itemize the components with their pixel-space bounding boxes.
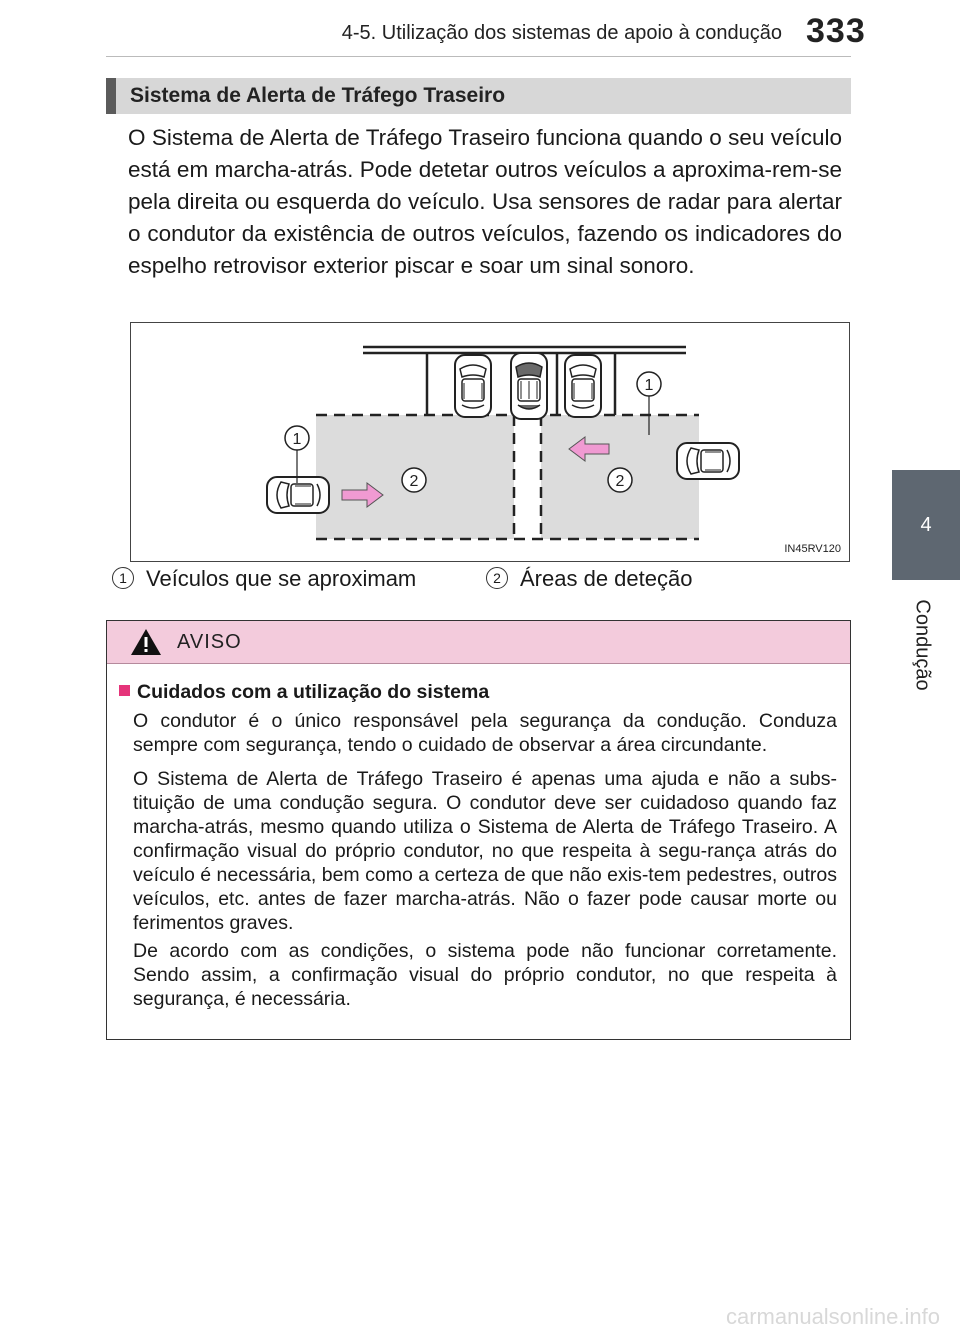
legend-text-2: Áreas de deteção	[520, 566, 693, 591]
callout-1-right: 1	[644, 377, 654, 394]
header-divider	[106, 56, 851, 57]
legend-number-1: 1	[112, 567, 134, 589]
intro-paragraph: O Sistema de Alerta de Tráfego Traseiro funciona quando o seu veículo está em marcha-atrás. Pode detetar outros veículos a aproxima-rem-se pela direita ou esquerda do veículo. Usa sensores de radar para alertar o condutor da existência de outros veículos, fazendo os indicadores do espelho retrovisor exterior piscar e soar um sinal sonoro.	[128, 125, 842, 278]
running-header-title: 4-5. Utilização dos sistemas de apoio à condução	[341, 22, 782, 44]
approaching-vehicle-right	[677, 443, 739, 479]
callout-1-left: 1	[292, 431, 302, 448]
legend-item-2	[486, 566, 692, 592]
chapter-number: 4	[920, 514, 932, 536]
warning-paragraph-1: O condutor é o único responsável pela segurança da condução. Conduza sempre com segurança, tendo o cuidado de observar a área circundante.	[133, 710, 837, 756]
section-title: Sistema de Alerta de Tráfego Traseiro	[130, 84, 506, 107]
chapter-label-vertical	[882, 600, 960, 690]
parking-diagram	[131, 323, 851, 563]
parked-car	[565, 355, 601, 417]
figure-code: IN45RV120	[784, 543, 841, 555]
section-heading-bar	[106, 78, 851, 114]
legend-text-1: Veículos que se aproximam	[146, 566, 417, 591]
approaching-vehicle-left	[267, 477, 329, 513]
warning-label: AVISO	[177, 631, 242, 653]
rcta-illustration	[130, 322, 850, 562]
chapter-label: Condução	[911, 599, 934, 691]
footer-watermark: carmanualsonline.info	[725, 1304, 940, 1329]
warning-box	[106, 620, 851, 1040]
legend-number-2: 2	[486, 567, 508, 589]
chapter-tab[interactable]	[892, 470, 960, 580]
warning-subheading-text: Cuidados com a utilização do sistema	[137, 681, 490, 703]
warning-paragraph-3: De acordo com as condições, o sistema pode não funcionar corretamente. Sendo assim, a confirmação visual do próprio condutor, no que respeita à segurança, é necessária.	[133, 940, 837, 1010]
page-number: 333	[806, 12, 866, 50]
callout-2-left: 2	[409, 473, 419, 490]
callout-2-right: 2	[615, 473, 625, 490]
warning-subheading	[119, 681, 489, 704]
parked-car	[455, 355, 491, 417]
warning-paragraph-2: O Sistema de Alerta de Tráfego Traseiro é apenas uma ajuda e não a subs-tituição de uma condução segura. O condutor deve ser cuidadoso quando faz marcha-atrás, mesmo quando utiliza o Sistema de Alerta de Tráfego Traseiro. A confirmação visual do próprio condutor, no que respeita à segu-rança atrás do veículo é necessária, bem como a certeza de que não exis-tem pedestres, outros veículos, etc. antes de fazer marcha-atrás. Não o fazer pode causar morte ou ferimentos graves.	[133, 768, 837, 934]
warning-triangle-icon	[129, 627, 163, 657]
warning-header	[107, 621, 850, 664]
own-vehicle	[511, 353, 547, 419]
bullet-square-icon	[119, 685, 130, 696]
legend-item-1	[112, 566, 416, 592]
